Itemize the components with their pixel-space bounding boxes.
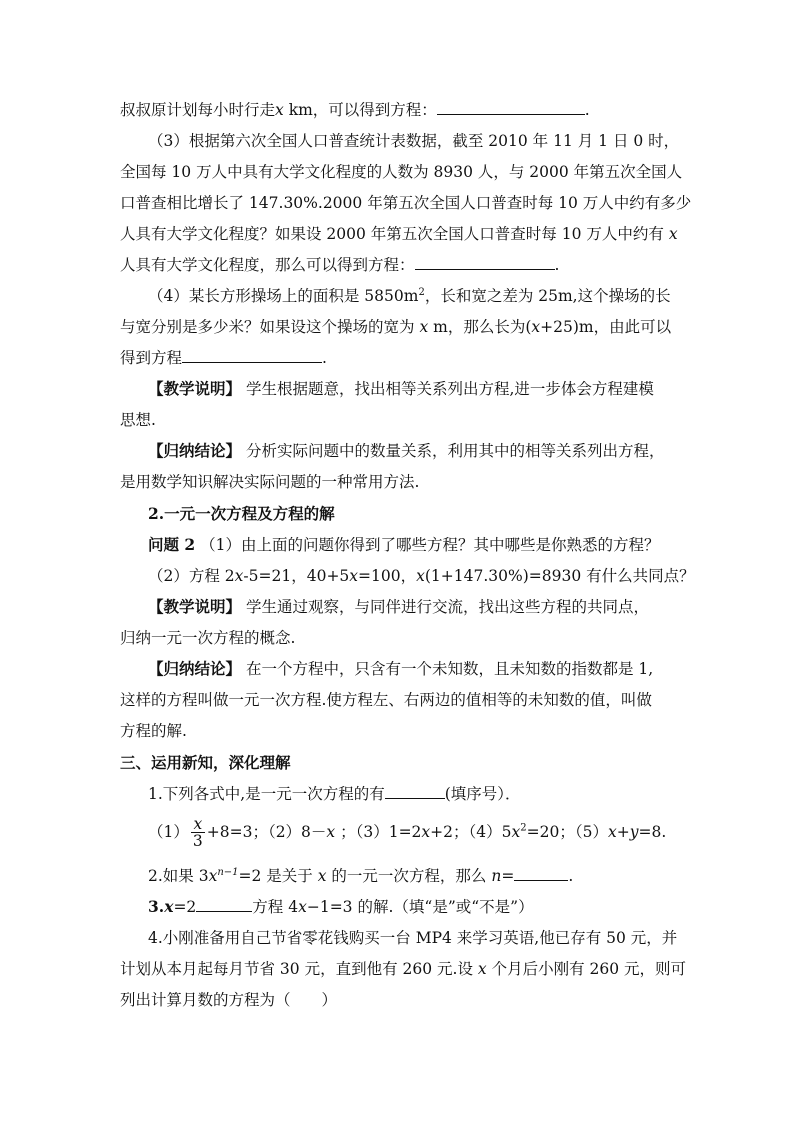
text: +8=3；（2）8－ [206,822,327,841]
text: 学生通过观察，与同伴进行交流，找出这些方程的共同点， [241,598,649,616]
superscript: 2 [520,822,527,834]
paragraph-line: 列出计算月数的方程为（ ） [120,991,338,1009]
section-tag: 【教学说明】 [148,597,242,616]
text: 的一元一次方程，那么 [326,867,492,885]
paragraph-line: 思想. [120,411,156,429]
text: 学生根据题意，找出相等关系列出方程,进一步体会方程建模 [241,380,654,398]
exercise-1-options [148,816,666,850]
text: . [568,867,574,885]
exercise-1 [148,782,521,804]
text: ；（3）1=2 [335,822,422,841]
paragraph-line [148,533,659,555]
text: -5=21，40+5 [243,567,350,585]
variable: x [164,897,174,916]
paragraph-line: （3）根据第六次全国人口普查统计表数据，截至 2010 年 11 月 1 日 0 时， [148,132,680,150]
paragraph-line: 方程的解. [120,722,187,740]
text: . [554,256,560,274]
text: （4）某长方形操场上的面积是 5850m [148,287,419,305]
section-tag: 【归纳结论】 [148,659,242,678]
question-tag: 问题 2 [148,535,196,554]
text: (1+147.30%)=8930 有什么共同点？ [424,567,695,585]
paragraph-line [120,346,327,368]
text: +2；（4）5 [430,822,512,841]
paragraph-line [148,377,654,399]
paragraph-line [148,657,653,679]
text: ，长和宽之差为 25m,这个操场的长 [424,287,671,305]
exercise-2 [148,864,573,886]
variable: x [511,822,521,841]
section-tag: 【教学说明】 [148,379,242,398]
text: =2 是关于 [238,867,318,885]
text: 2.如果 3 [148,867,209,885]
fraction [191,816,205,850]
answer-blank[interactable] [415,255,555,270]
text: 叔叔原计划每小时行走 [120,101,276,119]
variable: x [234,567,244,585]
fraction-denominator: 3 [192,832,203,851]
answer-blank[interactable] [196,897,252,912]
exercise-number: 3. [148,897,165,916]
variable: x [208,867,218,885]
text: 与宽分别是多少米？如果设这个操场的宽为 [120,318,415,336]
text: . [584,101,590,119]
variable: x [421,822,431,841]
paragraph-line: 口普查相比增长了 147.30%.2000 年第五次全国人口普查时每 10 万人中约有多少 [120,194,692,212]
text: 个月后小刚有 260 元，则可 [486,960,687,978]
variable: x [668,225,678,243]
paragraph-line [120,253,559,275]
text: =8. [638,822,667,841]
variable: n [491,867,502,885]
variable: x [298,898,307,916]
answer-blank[interactable] [385,784,445,799]
variable: x [416,567,425,585]
paragraph-line [148,284,671,306]
paragraph-line [120,222,678,244]
paragraph-line: 4.小刚准备用自己节省零花钱购买一台 MP4 来学习英语,他已存有 50 元，并 [148,929,678,947]
text: 得到方程 [120,349,183,367]
text: . [322,349,327,367]
text: + [616,822,630,841]
paragraph-line [148,595,649,617]
variable: y [629,822,639,841]
text: 1.下列各式中,是一元一次方程的有 [148,785,385,803]
variable: x [317,867,327,885]
text: 方程 4 [252,898,299,916]
section-tag: 【归纳结论】 [148,441,242,460]
paragraph-line [148,439,664,461]
fraction-numerator: x [191,816,205,833]
text: 人具有大学文化程度，那么可以得到方程： [120,256,415,274]
text: （1）由上面的问题你得到了哪些方程？其中哪些是你熟悉的方程？ [195,536,660,554]
variable: x [275,101,284,119]
section-heading: 2.一元一次方程及方程的解 [148,504,335,523]
paragraph-line [148,564,695,586]
superscript: 2 [418,286,425,298]
paragraph-line: 这样的方程叫做一元一次方程.使方程左、右两边的值相等的未知数的值，叫做 [120,691,652,709]
answer-blank[interactable] [514,866,568,881]
text: (填序号）． [444,785,521,803]
variable: x [607,822,617,841]
text: m，那么长为( [428,318,532,336]
variable: x [531,318,541,336]
text: +25)m，由此可以 [540,318,672,336]
variable: x [477,960,487,978]
section-heading: 三、运用新知，深化理解 [120,753,291,772]
exercise-3 [148,895,534,917]
text: =2 [173,898,197,916]
paragraph-line [120,315,671,337]
paragraph-line: 归纳一元一次方程的概念. [120,629,296,647]
text: =100， [358,567,417,585]
text: 计划从本月起每月节省 30 元，直到他有 260 元.设 [120,960,473,978]
text: −1=3 的解.（填“是”或“不是”） [306,898,534,916]
variable: x [349,567,359,585]
text: = [501,867,515,885]
text: （2）方程 2 [148,567,235,585]
answer-blank[interactable] [437,100,585,115]
text: =20；（5） [526,822,608,841]
paragraph-line [120,98,590,120]
paragraph-line [120,957,686,979]
variable: x [419,318,429,336]
answer-blank[interactable] [182,348,322,363]
superscript: n−1 [217,866,239,878]
paragraph-line: 全国每 10 万人中具有大学文化程度的人数为 8930 人，与 2000 年第五次全国人 [120,163,683,181]
text: km，可以得到方程： [283,101,437,119]
text: 在一个方程中，只含有一个未知数，且未知数的指数都是 1, [241,660,654,678]
text: （1） [148,822,189,841]
text: 人具有大学文化程度？如果设 2000 年第五次全国人口普查时每 10 万人中约有 [120,225,664,243]
paragraph-line: 是用数学知识解决实际问题的一种常用方法. [120,473,420,491]
variable: x [326,822,336,841]
text: 分析实际问题中的数量关系，利用其中的相等关系列出方程， [241,442,665,460]
